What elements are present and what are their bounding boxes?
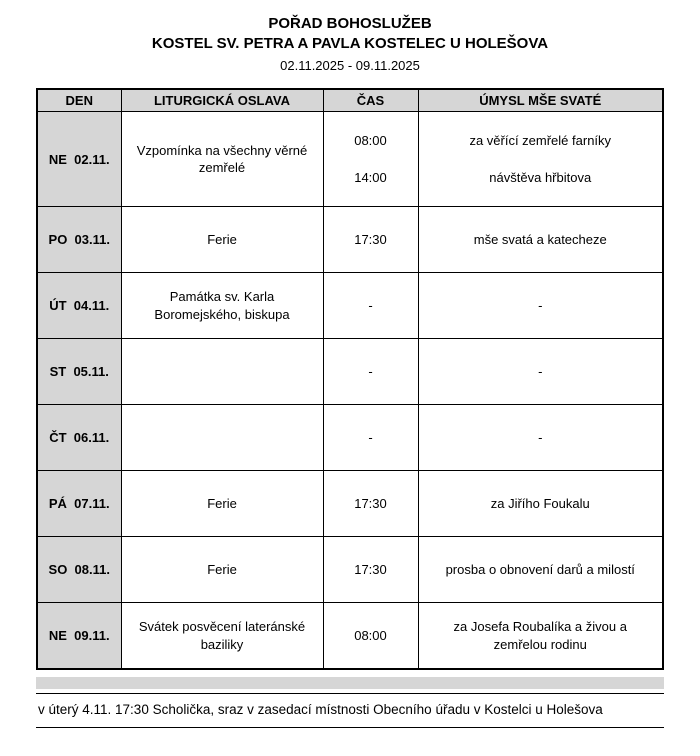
schedule-row [37,471,663,537]
day-cell: NE 02.11. [37,112,121,207]
celebration-cell: Ferie [121,537,323,603]
intention-stack [429,618,653,653]
time-cell [323,405,418,471]
intention-stack [429,495,653,513]
schedule-table-body [37,112,663,669]
column-header: ÚMYSL MŠE SVATÉ [418,89,663,112]
mass-intention: - [538,364,543,379]
intention-stack [429,132,653,187]
time-stack [324,627,418,645]
mass-time: 14:00 [354,170,387,186]
day-cell: SO 08.11. [37,537,121,603]
schedule-row [37,537,663,603]
schedule-table-header [37,89,663,112]
time-stack [324,231,418,249]
mass-intention: - [538,298,543,313]
mass-time: - [368,364,373,379]
footer-note: v úterý 4.11. 17:30 Scholička, sraz v zasedací místnosti Obecního úřadu v Kostelci u Holešova [36,693,664,728]
intention-cell [418,273,663,339]
celebration-cell: Svátek posvěcení lateránské baziliky [121,603,323,669]
day-cell: ST 05.11. [37,339,121,405]
mass-time: 08:00 [354,132,387,148]
schedule-row [37,603,663,669]
intention-cell [418,537,663,603]
intention-stack [429,429,653,447]
schedule-row [37,405,663,471]
intention-cell [418,112,663,207]
intention-stack [429,297,653,315]
celebration-cell: Památka sv. Karla Boromejského, biskupa [121,273,323,339]
schedule-row [37,339,663,405]
mass-intention: za Jiřího Foukalu [490,496,590,511]
time-cell [323,471,418,537]
day-cell: ČT 06.11. [37,405,121,471]
time-stack [324,561,418,579]
day-cell: PO 03.11. [37,207,121,273]
document-title: POŘAD BOHOSLUŽEB [268,15,432,32]
day-cell: ÚT 04.11. [37,273,121,339]
intention-cell [418,405,663,471]
time-cell [323,603,418,669]
mass-time: 17:30 [354,496,387,511]
intention-cell [418,471,663,537]
day-cell: PÁ 07.11. [37,471,121,537]
mass-time: - [368,298,373,313]
celebration-cell: Ferie [121,471,323,537]
intention-cell [418,207,663,273]
celebration-cell [121,405,323,471]
time-cell [323,207,418,273]
mass-intention: návštěva hřbitova [489,170,592,186]
time-stack [324,495,418,513]
mass-time: 08:00 [354,627,387,643]
schedule-row [37,273,663,339]
mass-time: - [368,430,373,445]
intention-cell [418,603,663,669]
mass-intention: za věřící zemřelé farníky [469,132,612,148]
document-header [36,14,664,75]
celebration-cell: Ferie [121,207,323,273]
time-stack [324,429,418,447]
mass-intention: za Josefa Roubalíka a živou a zemřelou rodinu [453,618,627,652]
time-stack [324,132,418,187]
intention-cell [418,339,663,405]
column-header: LITURGICKÁ OSLAVA [121,89,323,112]
schedule-row [37,112,663,207]
schedule-table [36,88,664,670]
schedule-row [37,207,663,273]
mass-intention: mše svatá a katecheze [473,232,607,247]
mass-time: 17:30 [354,232,387,247]
church-name: KOSTEL SV. PETRA A PAVLA KOSTELEC U HOLEŠOVA [151,34,549,52]
time-cell [323,339,418,405]
celebration-cell [121,339,323,405]
time-stack [324,363,418,381]
celebration-cell: Vzpomínka na všechny věrné zemřelé [121,112,323,207]
column-header: DEN [37,89,121,112]
date-range: 02.11.2025 - 09.11.2025 [280,57,420,73]
mass-intention: prosba o obnovení darů a milostí [445,562,635,577]
separator-band [36,677,664,689]
mass-intention: - [538,430,543,445]
day-cell: NE 09.11. [37,603,121,669]
intention-stack [429,561,653,579]
time-cell [323,112,418,207]
time-cell [323,273,418,339]
mass-time: 17:30 [354,562,387,577]
column-header: ČAS [323,89,418,112]
time-stack [324,297,418,315]
intention-stack [429,363,653,381]
column-header-row [37,89,663,112]
intention-stack [429,231,653,249]
time-cell [323,537,418,603]
